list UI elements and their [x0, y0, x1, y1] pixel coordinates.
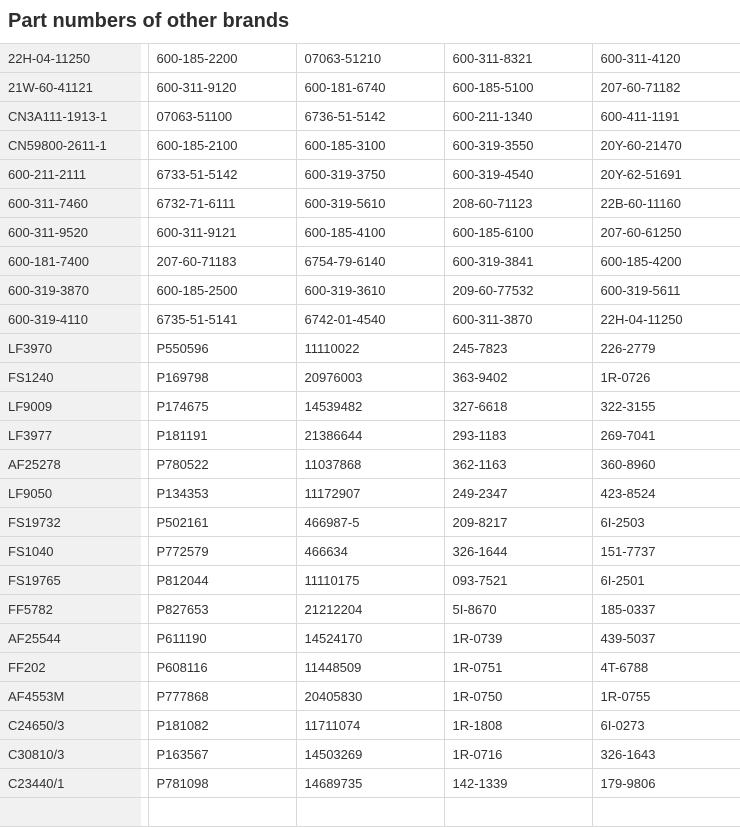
table-cell: 245-7823 — [444, 334, 592, 363]
table-row — [0, 247, 740, 276]
table-cell: 600-185-5100 — [444, 73, 592, 102]
table-cell: 360-8960 — [592, 450, 740, 479]
table-cell: 1R-0739 — [444, 624, 592, 653]
table-cell: 466987-5 — [296, 508, 444, 537]
table-cell: 20Y-62-51691 — [592, 160, 740, 189]
table-cell: P827653 — [148, 595, 296, 624]
table-cell: P611190 — [148, 624, 296, 653]
table-cell: P181082 — [148, 711, 296, 740]
table-cell: 363-9402 — [444, 363, 592, 392]
table-cell: 207-60-71182 — [592, 73, 740, 102]
row-header-cell: FS1240 — [0, 363, 148, 392]
table-cell: 21386644 — [296, 421, 444, 450]
table-cell: 600-185-4100 — [296, 218, 444, 247]
row-header-cell: LF3970 — [0, 334, 148, 363]
table-cell: 600-319-5610 — [296, 189, 444, 218]
table-cell: P772579 — [148, 537, 296, 566]
table-row — [0, 189, 740, 218]
table-cell: 600-319-3750 — [296, 160, 444, 189]
table-row — [0, 450, 740, 479]
table-row — [0, 131, 740, 160]
row-header-cell — [0, 798, 148, 827]
table-cell: 209-8217 — [444, 508, 592, 537]
table-row — [0, 334, 740, 363]
table-cell: 226-2779 — [592, 334, 740, 363]
table-cell: 600-185-2100 — [148, 131, 296, 160]
table-cell: 6I-2501 — [592, 566, 740, 595]
table-cell: 600-185-4200 — [592, 247, 740, 276]
table-cell: 326-1644 — [444, 537, 592, 566]
table-cell: 600-311-9121 — [148, 218, 296, 247]
table-cell: 600-411-1191 — [592, 102, 740, 131]
table-cell: 600-319-3841 — [444, 247, 592, 276]
table-cell: 07063-51210 — [296, 44, 444, 73]
table-row-partial — [0, 798, 740, 827]
table-row — [0, 102, 740, 131]
row-header-cell: LF9009 — [0, 392, 148, 421]
table-cell: P169798 — [148, 363, 296, 392]
table-cell: 327-6618 — [444, 392, 592, 421]
table-cell: 4T-6788 — [592, 653, 740, 682]
row-header-cell: 600-211-2111 — [0, 160, 148, 189]
table-cell: 20976003 — [296, 363, 444, 392]
table-cell: P812044 — [148, 566, 296, 595]
table-cell: 20405830 — [296, 682, 444, 711]
table-cell: 600-319-5611 — [592, 276, 740, 305]
table-cell: 600-319-3550 — [444, 131, 592, 160]
table-cell: 439-5037 — [592, 624, 740, 653]
table-cell: 179-9806 — [592, 769, 740, 798]
table-row — [0, 624, 740, 653]
table-cell: 6732-71-6111 — [148, 189, 296, 218]
table-cell: 11037868 — [296, 450, 444, 479]
table-cell: P174675 — [148, 392, 296, 421]
table-cell: 600-311-3870 — [444, 305, 592, 334]
table-cell: 21212204 — [296, 595, 444, 624]
row-header-cell: FF202 — [0, 653, 148, 682]
table-cell: 600-185-3100 — [296, 131, 444, 160]
table-cell: 1R-0750 — [444, 682, 592, 711]
table-cell: 6733-51-5142 — [148, 160, 296, 189]
table-cell: 11711074 — [296, 711, 444, 740]
table-cell: P777868 — [148, 682, 296, 711]
table-cell: 14503269 — [296, 740, 444, 769]
table-cell: 269-7041 — [592, 421, 740, 450]
row-header-cell: CN59800-2611-1 — [0, 131, 148, 160]
table-cell: 600-211-1340 — [444, 102, 592, 131]
table-row — [0, 682, 740, 711]
table-cell: 600-181-6740 — [296, 73, 444, 102]
table-cell: 466634 — [296, 537, 444, 566]
row-header-cell: 600-319-4110 — [0, 305, 148, 334]
table-row — [0, 392, 740, 421]
page-title: Part numbers of other brands — [8, 10, 290, 32]
table-cell: 600-311-4120 — [592, 44, 740, 73]
table-cell: P550596 — [148, 334, 296, 363]
table-row — [0, 276, 740, 305]
part-numbers-table — [0, 43, 740, 827]
table-cell: 600-185-2200 — [148, 44, 296, 73]
table-cell: 22H-04-11250 — [592, 305, 740, 334]
table-cell — [296, 798, 444, 827]
table-cell: 185-0337 — [592, 595, 740, 624]
table-cell: 322-3155 — [592, 392, 740, 421]
row-header-cell: 22H-04-11250 — [0, 44, 148, 73]
table-cell: 1R-0716 — [444, 740, 592, 769]
table-cell: P780522 — [148, 450, 296, 479]
table-row — [0, 595, 740, 624]
table-cell: 1R-1808 — [444, 711, 592, 740]
table-row — [0, 160, 740, 189]
table-row — [0, 653, 740, 682]
table-cell: 6735-51-5141 — [148, 305, 296, 334]
table-cell: 208-60-71123 — [444, 189, 592, 218]
table-row — [0, 218, 740, 247]
table-row — [0, 44, 740, 73]
table-cell: 6742-01-4540 — [296, 305, 444, 334]
table-cell: 249-2347 — [444, 479, 592, 508]
row-header-cell: C23440/1 — [0, 769, 148, 798]
row-header-cell: 600-311-7460 — [0, 189, 148, 218]
table-row — [0, 769, 740, 798]
table-cell: 207-60-71183 — [148, 247, 296, 276]
row-header-cell: CN3A111-1913-1 — [0, 102, 148, 131]
table-cell: 14689735 — [296, 769, 444, 798]
table-cell: 600-311-8321 — [444, 44, 592, 73]
table-row — [0, 363, 740, 392]
table-cell: P608116 — [148, 653, 296, 682]
row-header-cell: FS1040 — [0, 537, 148, 566]
table-cell: P134353 — [148, 479, 296, 508]
table-cell — [592, 798, 740, 827]
table-row — [0, 479, 740, 508]
table-cell: 293-1183 — [444, 421, 592, 450]
row-header-cell: LF3977 — [0, 421, 148, 450]
row-header-cell: 600-319-3870 — [0, 276, 148, 305]
table-row — [0, 305, 740, 334]
table-cell: 11448509 — [296, 653, 444, 682]
table-cell: 1R-0755 — [592, 682, 740, 711]
table-cell: P163567 — [148, 740, 296, 769]
table-cell: 14524170 — [296, 624, 444, 653]
table-cell: 11110175 — [296, 566, 444, 595]
table-cell: P181191 — [148, 421, 296, 450]
row-header-cell: 600-311-9520 — [0, 218, 148, 247]
table-cell: 093-7521 — [444, 566, 592, 595]
table-cell: 423-8524 — [592, 479, 740, 508]
table-cell: 11172907 — [296, 479, 444, 508]
table-row — [0, 73, 740, 102]
row-header-cell: AF25544 — [0, 624, 148, 653]
table-row — [0, 508, 740, 537]
row-header-cell: FF5782 — [0, 595, 148, 624]
table-cell: P502161 — [148, 508, 296, 537]
table-cell: 600-311-9120 — [148, 73, 296, 102]
table-cell: 6I-2503 — [592, 508, 740, 537]
row-header-cell: LF9050 — [0, 479, 148, 508]
row-header-cell: FS19765 — [0, 566, 148, 595]
table-cell: 1R-0726 — [592, 363, 740, 392]
table-row — [0, 421, 740, 450]
table-cell: 6736-51-5142 — [296, 102, 444, 131]
table-cell: 6I-0273 — [592, 711, 740, 740]
table-cell: 20Y-60-21470 — [592, 131, 740, 160]
table-cell: 11110022 — [296, 334, 444, 363]
table-cell: 600-319-3610 — [296, 276, 444, 305]
table-cell: 362-1163 — [444, 450, 592, 479]
table-cell: 6754-79-6140 — [296, 247, 444, 276]
row-header-cell: 600-181-7400 — [0, 247, 148, 276]
table-row — [0, 566, 740, 595]
table-cell: 14539482 — [296, 392, 444, 421]
row-header-cell: FS19732 — [0, 508, 148, 537]
table-cell: 1R-0751 — [444, 653, 592, 682]
row-header-cell: C24650/3 — [0, 711, 148, 740]
table-cell: 600-185-2500 — [148, 276, 296, 305]
table-cell: 07063-51100 — [148, 102, 296, 131]
row-header-cell: AF25278 — [0, 450, 148, 479]
table-row — [0, 537, 740, 566]
table-cell — [444, 798, 592, 827]
table-cell: 600-319-4540 — [444, 160, 592, 189]
table-cell: 142-1339 — [444, 769, 592, 798]
table-cell: P781098 — [148, 769, 296, 798]
table-cell: 326-1643 — [592, 740, 740, 769]
table-cell: 151-7737 — [592, 537, 740, 566]
row-header-cell: AF4553M — [0, 682, 148, 711]
table-cell: 600-185-6100 — [444, 218, 592, 247]
table-row — [0, 711, 740, 740]
table-body — [0, 44, 740, 827]
table-cell: 209-60-77532 — [444, 276, 592, 305]
row-header-cell: 21W-60-41121 — [0, 73, 148, 102]
table-row — [0, 740, 740, 769]
row-header-cell: C30810/3 — [0, 740, 148, 769]
table-cell — [148, 798, 296, 827]
table-cell: 22B-60-11160 — [592, 189, 740, 218]
table-cell: 5I-8670 — [444, 595, 592, 624]
table-cell: 207-60-61250 — [592, 218, 740, 247]
